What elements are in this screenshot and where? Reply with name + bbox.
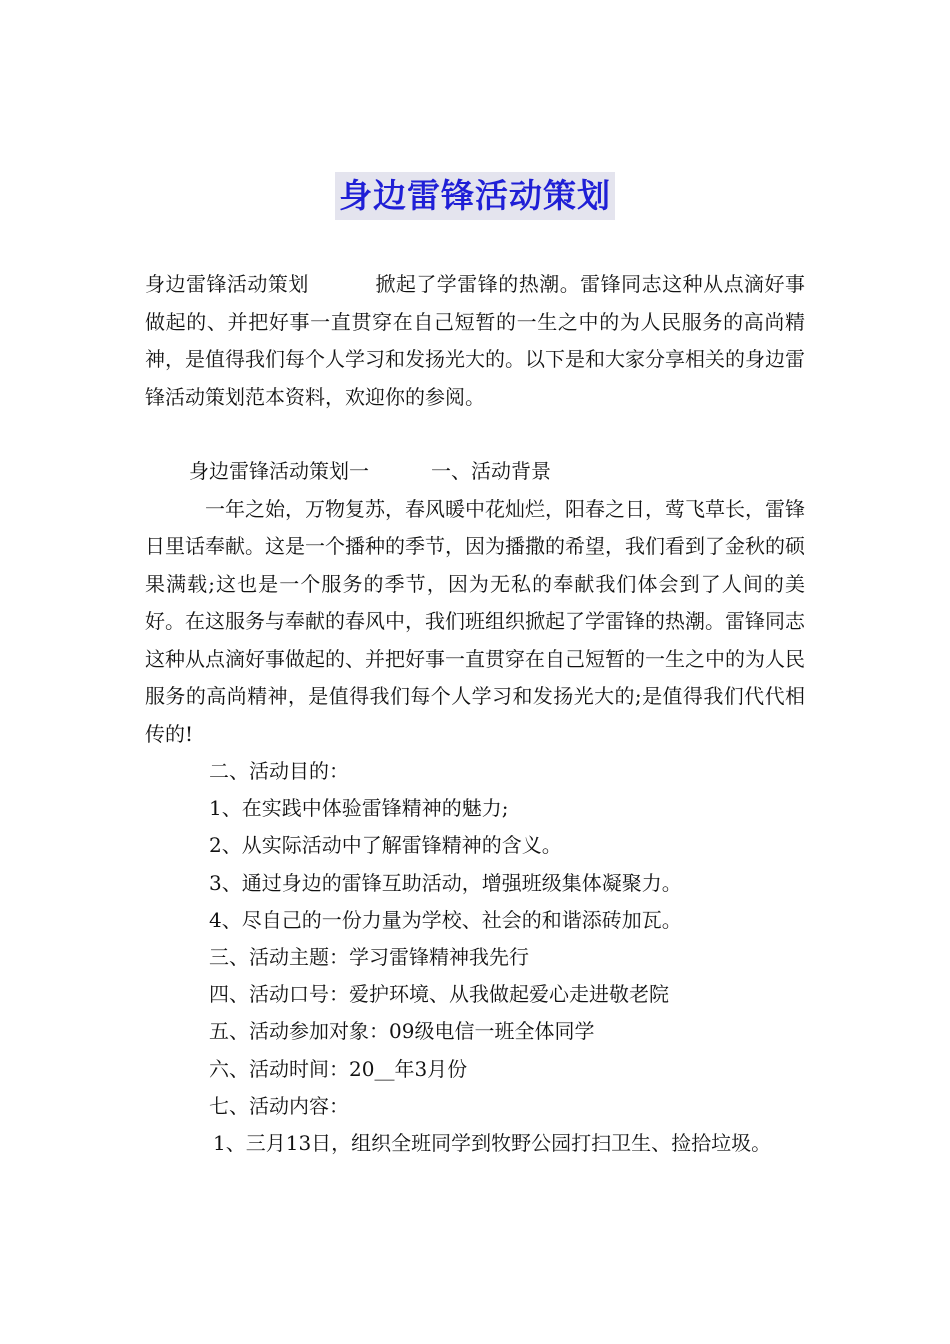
list-item: 三、活动主题：学习雷锋精神我先行: [209, 945, 529, 970]
document-body: [145, 266, 805, 1163]
section1-heading-line: [145, 453, 805, 491]
list-item: 3、通过身边的雷锋互助活动，增强班级集体凝聚力。: [209, 870, 682, 895]
list-item: 六、活动时间：20__年3月份: [209, 1056, 468, 1081]
list-item: 五、活动参加对象：09级电信一班全体同学: [209, 1019, 595, 1044]
list-item: 4、尽自己的一份力量为学校、社会的和谐添砖加瓦。: [209, 907, 682, 932]
list-item: 七、活动内容：: [209, 1093, 349, 1118]
list-item: 二、活动目的：: [209, 759, 349, 783]
content-item-1: 1、三月13日，组织全班同学到牧野公园打扫卫生、捡拾垃圾。: [213, 1131, 772, 1156]
intro-label: 身边雷锋活动策划: [145, 272, 309, 296]
section1-label: 身边雷锋活动策划一: [189, 459, 369, 483]
list-item: 2、从实际活动中了解雷锋精神的含义。: [209, 833, 562, 858]
background-paragraph: 一年之始，万物复苏，春风暖中花灿烂，阳春之日，莺飞草长，雷锋日里话奉献。这是一个播种的季节，因为播撒的希望，我们看到了金秋的硕果满载;这也是一个服务的季节，因为无私的奉献我们体会到了人间的美好。在这服务与奉献的春风中，我们班组织掀起了学雷锋的热潮。雷锋同志这种从点滴好事做起的、并把好事一直贯穿在自己短暂的一生之中的为人民服务的高尚精神，是值得我们每个人学习和发扬光大的;是值得我们代代相传的!: [145, 496, 805, 746]
list-item: 四、活动口号：爱护环境、从我做起爱心走进敬老院: [209, 982, 669, 1007]
intro-text: 掀起了学雷锋的热潮。雷锋同志这种从点滴好事做起的、并把好事一直贯穿在自己短暂的一生之中的为人民服务的高尚精神，是值得我们每个人学习和发扬光大的。以下是和大家分享相关的身边雷锋活动策划范本资料，欢迎你的参阅。: [145, 272, 806, 409]
intro-paragraph: [145, 266, 805, 416]
list-item: 1、在实践中体验雷锋精神的魅力;: [209, 796, 509, 821]
document-title: 身边雷锋活动策划: [335, 172, 615, 220]
document-title-wrap: [0, 172, 950, 220]
section1-heading: 一、活动背景: [431, 459, 551, 483]
